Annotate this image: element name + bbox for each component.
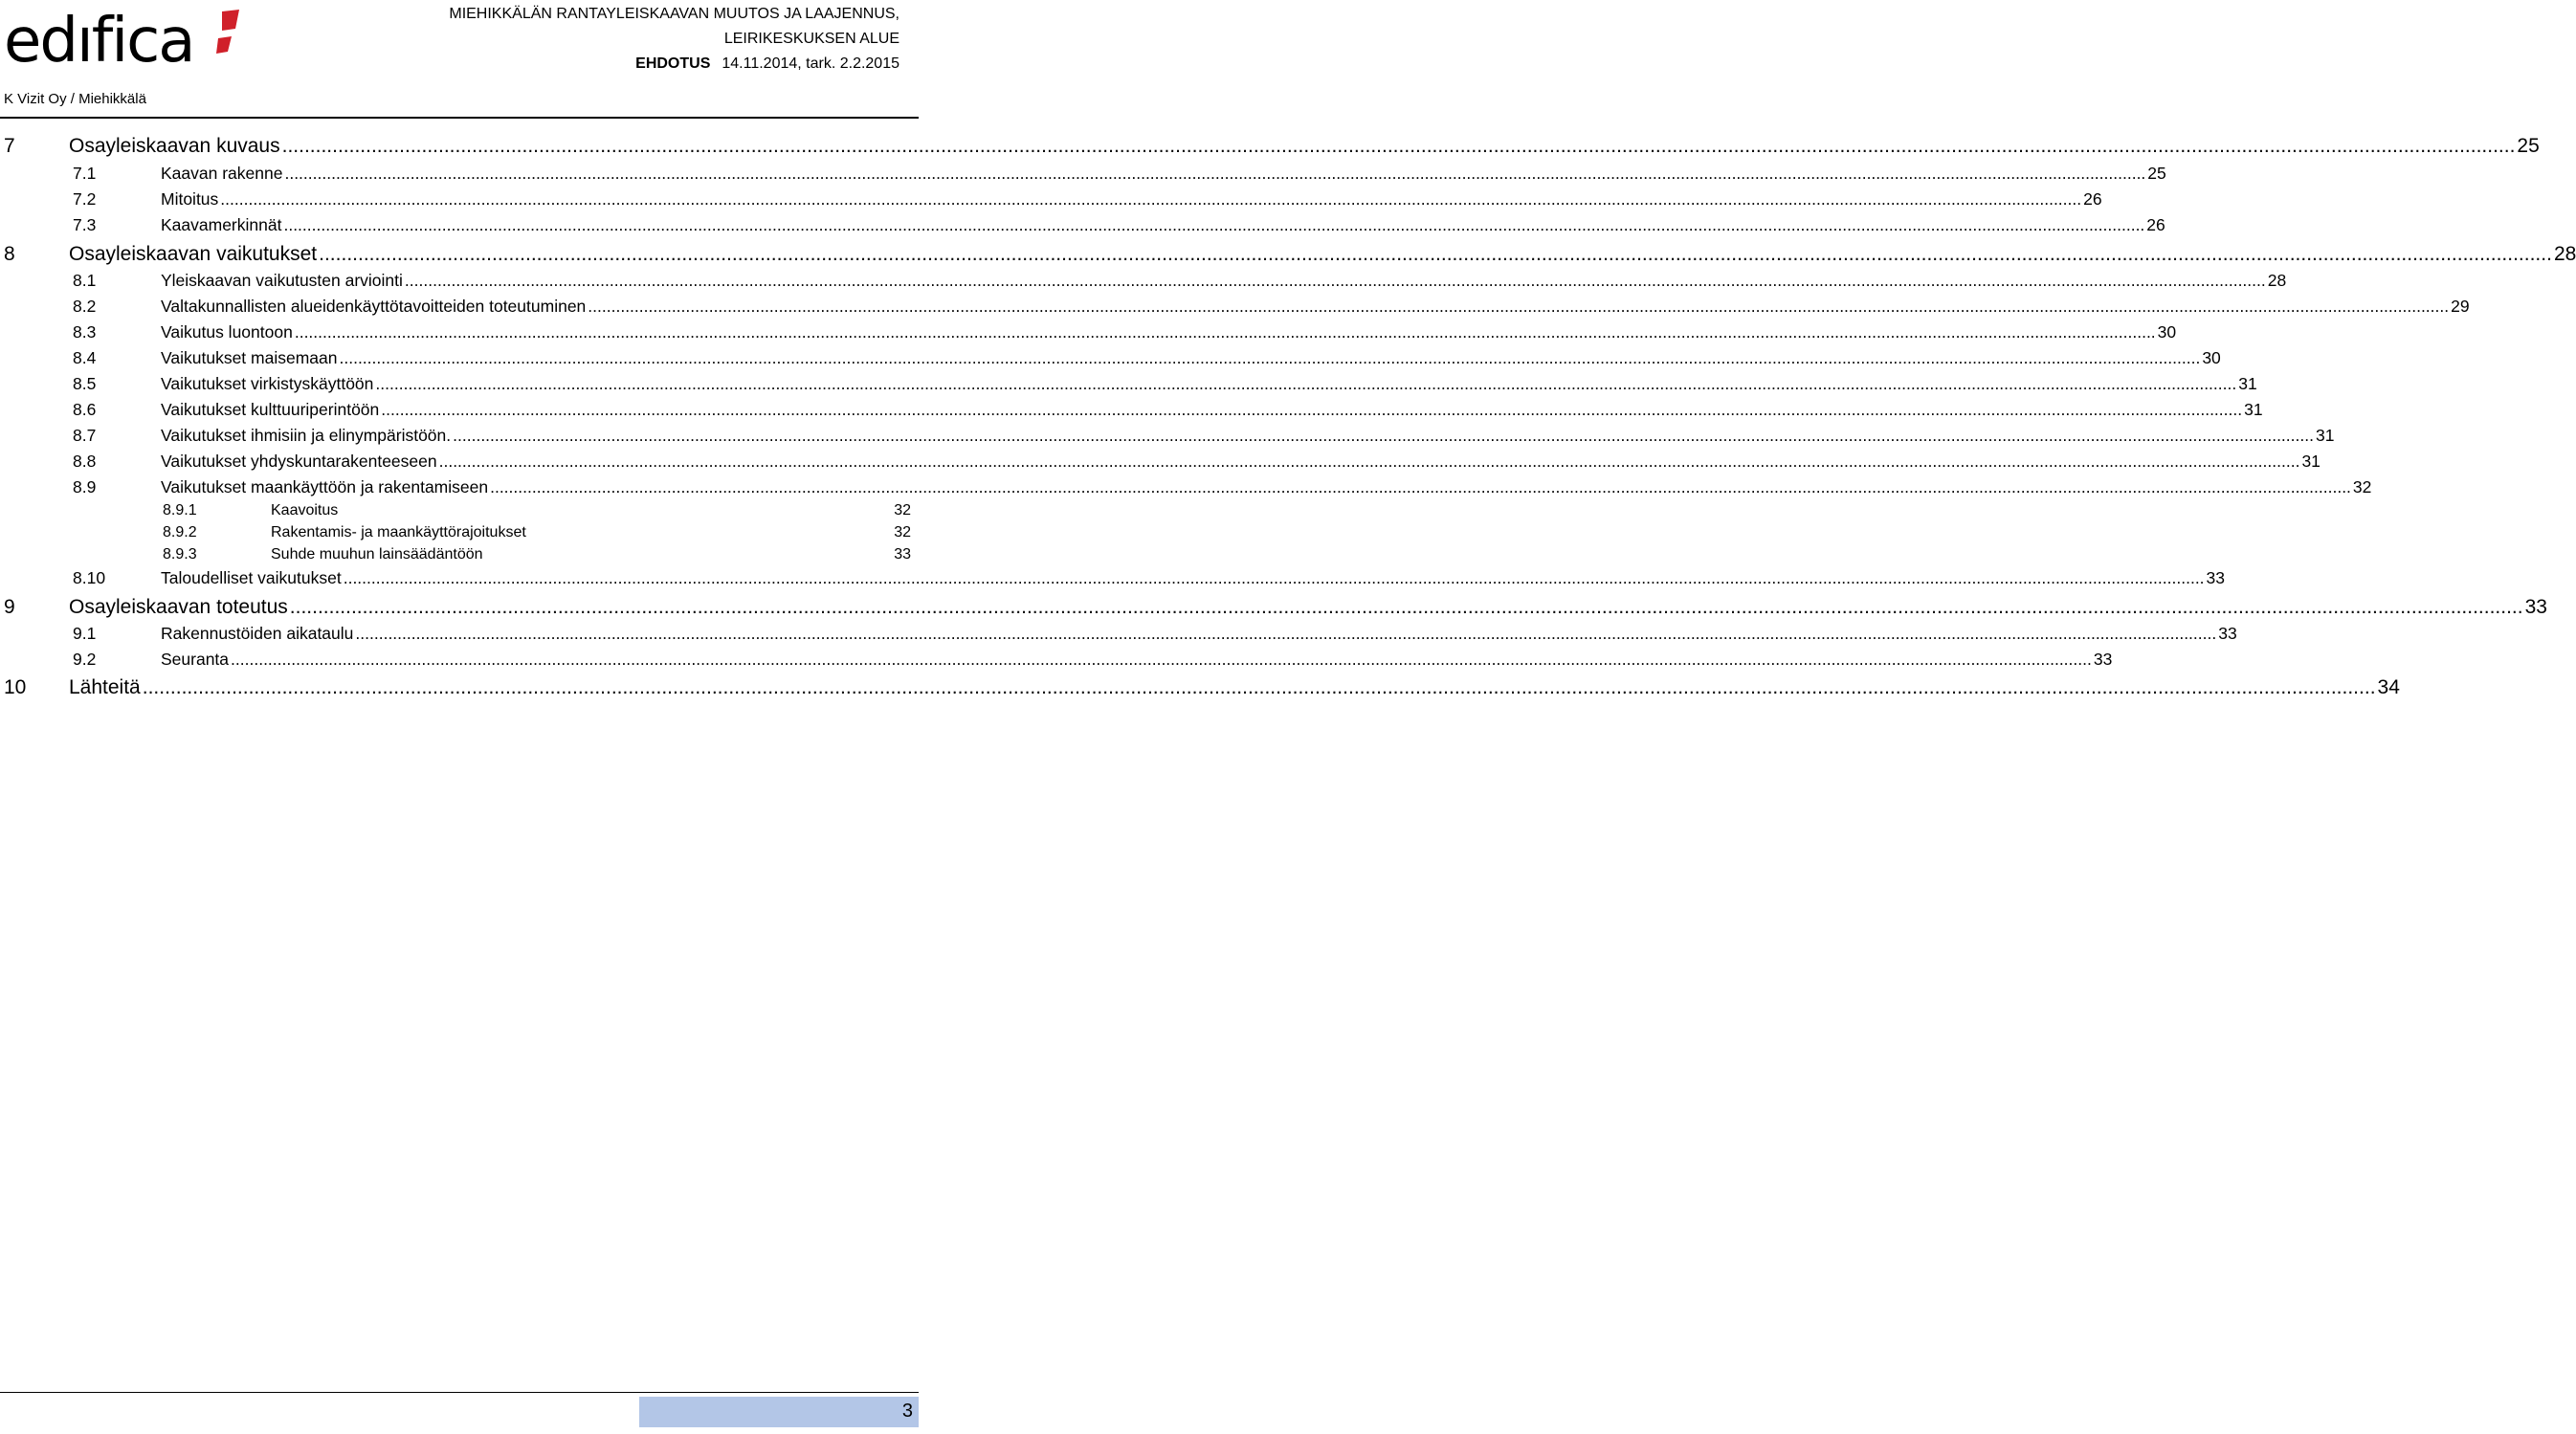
toc-entry-leader: ................................................................................................................................................................................................................................................................................................................................................................................................................ [375, 374, 2237, 393]
toc-entry-number: 8.1 [73, 271, 97, 290]
toc-entry-title: Mitoitus [161, 189, 219, 209]
toc-entry-number: 8.9 [73, 477, 97, 496]
toc-entry[interactable] [0, 546, 911, 568]
toc-entry-leader: ................................................................................................................................................................................................................................................................................................................................................................................................................ [490, 477, 2351, 496]
toc-entry-number: 8.3 [73, 322, 97, 342]
toc-entry[interactable] [0, 568, 2226, 594]
footer-bar [639, 1397, 919, 1427]
toc-entry-page: 25 [2147, 164, 2166, 183]
toc-entry-title: Osayleiskaavan kuvaus [69, 135, 280, 157]
toc-entry[interactable] [0, 502, 911, 524]
toc-entry-number: 8.9.1 [163, 502, 197, 518]
toc-entry[interactable] [0, 400, 2263, 426]
toc-entry-page: 32 [894, 524, 911, 541]
toc-entry-title: Vaikutukset virkistyskäyttöön [161, 374, 374, 393]
toc-entry-number: 8.9.2 [163, 524, 197, 541]
toc-entry-title: Vaikutus luontoon [161, 322, 293, 342]
toc-entry[interactable] [0, 297, 2470, 322]
toc-entry-page: 30 [2157, 322, 2177, 342]
toc-entry-page: 33 [2524, 596, 2547, 618]
toc-entry-number: 8.9.3 [163, 546, 197, 563]
client-name: K Vizit Oy / Miehikkälä [4, 91, 146, 107]
toc-entry-title: Osayleiskaavan toteutus [69, 596, 288, 618]
toc-entry[interactable] [0, 189, 2102, 215]
toc-entry-title: Vaikutukset kulttuuriperintöön [161, 400, 380, 419]
toc-entry-page: 26 [2146, 215, 2165, 234]
toc-entry-title: Vaikutukset yhdyskuntarakenteeseen [161, 452, 437, 471]
toc-entry-page: 31 [2244, 400, 2263, 419]
toc-entry-number: 8.10 [73, 568, 106, 587]
toc-entry[interactable] [0, 596, 2547, 625]
toc-entry-page: 31 [2315, 426, 2335, 445]
toc-entry-page: 28 [2553, 243, 2576, 265]
toc-entry-leader: ................................................................................................................................................................................................................................................................................................................................................................................................................ [231, 650, 2092, 669]
toc-entry-leader: ................................................................................................................................................................................................................................................................................................................................................................................................................ [281, 135, 2516, 157]
toc-entry-number: 10 [4, 676, 27, 698]
toc-entry-leader: ................................................................................................................................................................................................................................................................................................................................................................................................................ [381, 400, 2243, 419]
toc-entry[interactable] [0, 215, 2165, 241]
toc-entry-page: 26 [2083, 189, 2102, 209]
document-status-line [449, 52, 899, 77]
toc-entry-title: Kaavan rakenne [161, 164, 283, 183]
toc-entry-title: Yleiskaavan vaikutusten arviointi [161, 271, 403, 290]
toc-entry-leader: ................................................................................................................................................................................................................................................................................................................................................................................................................ [294, 322, 2156, 342]
toc-entry[interactable] [0, 135, 2540, 164]
toc-entry-title: Kaavamerkinnät [161, 215, 282, 234]
toc-entry-number: 8.6 [73, 400, 97, 419]
toc-entry-number: 8.2 [73, 297, 97, 316]
toc-entry-title: Suhde muuhun lainsäädäntöön [271, 546, 483, 563]
page-number: 3 [901, 1401, 913, 1422]
toc-entry-title: Seuranta [161, 650, 230, 669]
toc-entry-title: Valtakunnallisten alueidenkäyttötavoitteiden toteutuminen [161, 297, 587, 316]
document-title-line2: LEIRIKESKUKSEN ALUE [723, 31, 899, 47]
toc-entry-leader: ................................................................................................................................................................................................................................................................................................................................................................................................................ [588, 297, 2450, 316]
toc-entry-title: Rakentamis- ja maankäyttörajoitukset [271, 524, 526, 541]
toc-entry[interactable] [0, 676, 2400, 705]
toc-entry[interactable] [0, 322, 2177, 348]
toc-entry-leader: ................................................................................................................................................................................................................................................................................................................................................................................................................ [438, 452, 2300, 471]
toc-entry-page: 32 [894, 502, 911, 518]
toc-entry[interactable] [0, 271, 2287, 297]
toc-entry-title: Vaikutukset ihmisiin ja elinympäristöön. [161, 426, 452, 445]
toc-entry-page: 33 [894, 546, 911, 563]
toc-entry-title: Rakennustöiden aikataulu [161, 624, 354, 643]
logo-text: edıfica [4, 6, 194, 77]
toc-entry-page: 31 [2301, 452, 2321, 471]
toc-entry-leader: ................................................................................................................................................................................................................................................................................................................................................................................................................ [355, 624, 2217, 643]
toc-entry[interactable] [0, 452, 2321, 477]
toc-entry-page: 33 [2093, 650, 2113, 669]
toc-entry-page: 34 [2377, 676, 2400, 698]
toc-entry-leader: ................................................................................................................................................................................................................................................................................................................................................................................................................ [284, 164, 2146, 183]
toc-entry-number: 7.3 [73, 215, 97, 234]
toc-entry-leader: ................................................................................................................................................................................................................................................................................................................................................................................................................ [404, 271, 2266, 290]
toc-entry-title: Osayleiskaavan vaikutukset [69, 243, 318, 265]
toc-entry-page: 25 [2517, 135, 2540, 157]
logo-mark-icon [212, 10, 243, 59]
toc-entry-title: Taloudelliset vaikutukset [161, 568, 342, 587]
toc-entry-number: 7 [4, 135, 15, 157]
toc-entry-title: Vaikutukset maankäyttöön ja rakentamiseen [161, 477, 489, 496]
document-dates: 14.11.2014, tark. 2.2.2015 [722, 55, 899, 72]
toc-entry-number: 7.2 [73, 189, 97, 209]
document-title-line1: MIEHIKKÄLÄN RANTAYLEISKAAVAN MUUTOS JA LAAJENNUS, [449, 6, 899, 22]
header-divider [0, 117, 919, 119]
toc-entry-title: Kaavoitus [271, 502, 339, 518]
toc-entry[interactable] [0, 624, 2237, 650]
toc-entry-page: 28 [2267, 271, 2287, 290]
toc-entry-number: 7.1 [73, 164, 97, 183]
toc-entry[interactable] [0, 374, 2257, 400]
toc-entry-leader: ................................................................................................................................................................................................................................................................................................................................................................................................................ [142, 676, 2376, 698]
logo [4, 8, 243, 75]
document-header [449, 2, 899, 77]
toc-entry-number: 9.2 [73, 650, 97, 669]
toc-entry[interactable] [0, 243, 2576, 272]
toc-entry-leader: ................................................................................................................................................................................................................................................................................................................................................................................................................ [289, 596, 2523, 618]
toc-entry[interactable] [0, 477, 2372, 503]
toc-entry-leader: ................................................................................................................................................................................................................................................................................................................................................................................................................ [453, 426, 2314, 445]
toc-entry-page: 29 [2451, 297, 2470, 316]
toc-entry-leader: ................................................................................................................................................................................................................................................................................................................................................................................................................ [343, 568, 2205, 587]
footer-divider [0, 1392, 919, 1393]
toc-entry-number: 9.1 [73, 624, 97, 643]
toc-entry[interactable] [0, 426, 2335, 452]
toc-entry-number: 8.7 [73, 426, 97, 445]
toc-entry[interactable] [0, 650, 2113, 675]
toc-entry-leader: ................................................................................................................................................................................................................................................................................................................................................................................................................ [319, 243, 2552, 265]
toc-entry[interactable] [0, 164, 2166, 189]
toc-entry-leader: ................................................................................................................................................................................................................................................................................................................................................................................................................ [339, 348, 2201, 367]
toc-entry-number: 8 [4, 243, 15, 265]
toc-entry-page: 33 [2206, 568, 2226, 587]
toc-entry-title: Lähteitä [69, 676, 141, 698]
toc-entry-leader: ................................................................................................................................................................................................................................................................................................................................................................................................................ [283, 215, 2145, 234]
toc-entry-number: 8.5 [73, 374, 97, 393]
toc-entry-page: 31 [2238, 374, 2257, 393]
toc-entry-number: 8.4 [73, 348, 97, 367]
toc-entry-title: Vaikutukset maisemaan [161, 348, 338, 367]
toc-entry-leader: ................................................................................................................................................................................................................................................................................................................................................................................................................ [220, 189, 2082, 209]
toc-entry-page: 30 [2202, 348, 2221, 367]
toc-entry[interactable] [0, 524, 911, 546]
toc-entry-page: 32 [2352, 477, 2372, 496]
toc-entry[interactable] [0, 348, 2221, 374]
toc-entry-page: 33 [2218, 624, 2237, 643]
toc-entry-number: 8.8 [73, 452, 97, 471]
document-status: EHDOTUS [635, 55, 711, 72]
toc-entry-number: 9 [4, 596, 15, 618]
